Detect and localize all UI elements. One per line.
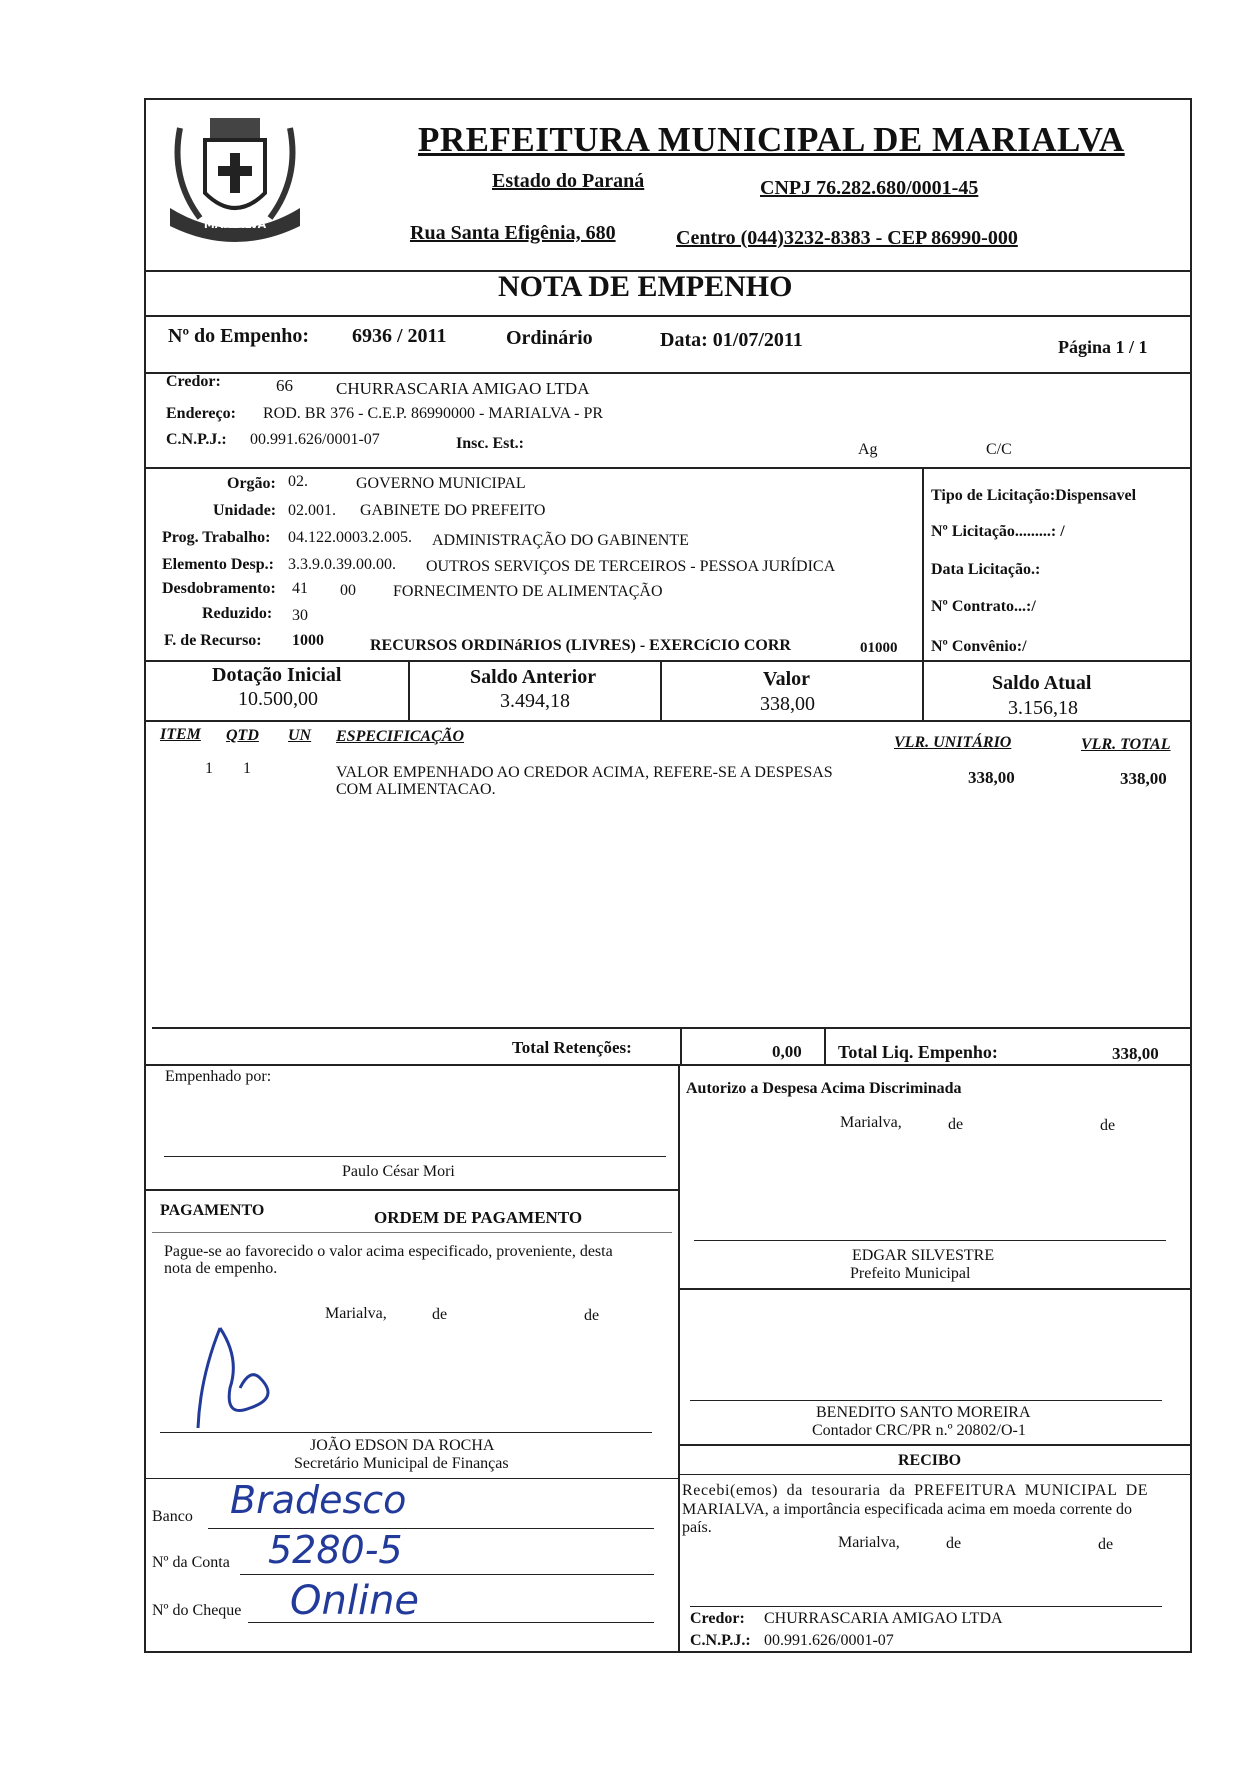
- pagamento-de2: de: [584, 1307, 600, 1324]
- licitacao-convenio: Nº Convênio:/: [931, 638, 1027, 655]
- prog-code: 04.122.0003.2.005.: [288, 529, 412, 546]
- retencoes-value: 0,00: [772, 1042, 802, 1061]
- unidade-code: 02.001.: [288, 502, 336, 519]
- insc-label: Insc. Est.:: [456, 435, 525, 452]
- recibo-de1: de: [946, 1535, 962, 1552]
- page-number: Página 1 / 1: [1058, 337, 1148, 357]
- item-number: 1: [205, 760, 213, 777]
- cnpj-label: C.N.P.J.:: [166, 431, 227, 448]
- orgao-code: 02.: [288, 473, 308, 490]
- header-street: Rua Santa Efigênia, 680: [410, 222, 616, 244]
- atual-label: Saldo Atual: [992, 672, 1092, 694]
- dotacao-label: Dotação Inicial: [212, 664, 342, 686]
- licitacao-tipo: Tipo de Licitação:Dispensavel: [931, 487, 1137, 504]
- banco-handwritten: Bradesco: [230, 1478, 407, 1522]
- empenhado-name: Paulo César Mori: [342, 1163, 455, 1180]
- licitacao-contrato: Nº Contrato...:/: [931, 598, 1036, 615]
- elemento-label: Elemento Desp.:: [162, 556, 274, 573]
- emblem-icon: [160, 108, 310, 256]
- prog-name: ADMINISTRAÇÃO DO GABINENTE: [432, 532, 689, 549]
- secretary-signature: [180, 1318, 300, 1438]
- conta-handwritten: 5280-5: [268, 1528, 403, 1572]
- recibo-text-1: Recebi(emos) da tesouraria da PREFEITURA MUNICIPAL DE: [682, 1482, 1149, 1499]
- empenho-number: 6936 / 2011: [352, 325, 447, 347]
- recibo-cnpj-value: 00.991.626/0001-07: [764, 1632, 894, 1649]
- prog-label: Prog. Trabalho:: [162, 529, 271, 546]
- autorizo-label: Autorizo a Despesa Acima Discriminada: [686, 1080, 962, 1097]
- item-unit-value: 338,00: [968, 768, 1015, 787]
- recurso-num: 01000: [860, 640, 898, 656]
- col-unit: VLR. UNITÁRIO: [894, 734, 1012, 751]
- desdobramento-a: 41: [292, 580, 308, 597]
- item-total-value: 338,00: [1120, 769, 1167, 788]
- atual-value: 3.156,18: [1008, 697, 1078, 719]
- autorizo-de1: de: [948, 1116, 964, 1133]
- col-qtd: QTD: [226, 727, 259, 744]
- cheque-handwritten: Online: [290, 1578, 420, 1624]
- ag-label: Ag: [858, 441, 878, 458]
- recibo-credor-name: CHURRASCARIA AMIGAO LTDA: [764, 1610, 1003, 1627]
- orgao-name: GOVERNO MUNICIPAL: [356, 475, 526, 492]
- contador-name: BENEDITO SANTO MOREIRA: [816, 1404, 1031, 1421]
- header-title: PREFEITURA MUNICIPAL DE MARIALVA: [418, 120, 1125, 159]
- ordem-label: ORDEM DE PAGAMENTO: [374, 1208, 583, 1227]
- anterior-value: 3.494,18: [500, 690, 570, 712]
- item-spec-line1: VALOR EMPENHADO AO CREDOR ACIMA, REFERE-SE A DESPESAS: [336, 764, 833, 781]
- recibo-credor-label: Credor:: [690, 1610, 745, 1627]
- licitacao-numero: Nº Licitação.........: /: [931, 523, 1065, 540]
- liq-value: 338,00: [1112, 1044, 1159, 1063]
- address-label: Endereço:: [166, 405, 236, 422]
- col-un: UN: [288, 727, 312, 744]
- pagamento-de1: de: [432, 1306, 448, 1323]
- autorizo-city: Marialva,: [840, 1114, 902, 1131]
- header-cnpj: CNPJ 76.282.680/0001-45: [760, 177, 979, 199]
- banco-label: Banco: [152, 1508, 193, 1525]
- coat-of-arms-emblem: [160, 108, 310, 256]
- elemento-code: 3.3.9.0.39.00.00.: [288, 556, 396, 573]
- valor-value: 338,00: [760, 693, 815, 715]
- reduzido-value: 30: [292, 607, 308, 624]
- dotacao-value: 10.500,00: [238, 688, 318, 710]
- autorizo-de2: de: [1100, 1117, 1116, 1134]
- pagamento-text-1: Pague-se ao favorecido o valor acima especificado, proveniente, desta: [164, 1243, 613, 1260]
- cnpj-value: 00.991.626/0001-07: [250, 431, 380, 448]
- credor-label: Credor:: [166, 373, 221, 390]
- item-qtd: 1: [243, 760, 251, 777]
- contador-role: Contador CRC/PR n.º 20802/O-1: [812, 1422, 1026, 1439]
- conta-label: Nº da Conta: [152, 1554, 230, 1571]
- unidade-label: Unidade:: [213, 502, 277, 519]
- credor-code: 66: [276, 376, 293, 395]
- anterior-label: Saldo Anterior: [470, 666, 597, 688]
- cheque-label: Nº do Cheque: [152, 1602, 242, 1619]
- recibo-text-3: país.: [682, 1519, 712, 1536]
- empenhado-label: Empenhado por:: [165, 1068, 272, 1085]
- doc-title: NOTA DE EMPENHO: [498, 270, 793, 303]
- recibo-text-2: MARIALVA, a importância especificada acima em moeda corrente do: [682, 1501, 1133, 1518]
- recibo-city: Marialva,: [838, 1534, 900, 1551]
- pagamento-label: PAGAMENTO: [160, 1202, 265, 1219]
- recurso-code: 1000: [292, 632, 324, 649]
- credor-name: CHURRASCARIA AMIGAO LTDA: [336, 379, 590, 398]
- recurso-name: RECURSOS ORDINáRIOS (LIVRES) - EXERCíCIO CORR: [370, 637, 791, 654]
- desdobramento-label: Desdobramento:: [162, 580, 276, 597]
- desdobramento-name: FORNECIMENTO DE ALIMENTAÇÃO: [393, 583, 663, 600]
- empenho-type: Ordinário: [506, 327, 593, 349]
- valor-label: Valor: [763, 668, 811, 690]
- pagamento-text-2: nota de empenho.: [164, 1260, 278, 1277]
- elemento-name: OUTROS SERVIÇOS DE TERCEIROS - PESSOA JURÍDICA: [426, 558, 836, 575]
- pagamento-city: Marialva,: [325, 1305, 387, 1322]
- item-spec-line2: COM ALIMENTACAO.: [336, 781, 496, 798]
- address-value: ROD. BR 376 - C.E.P. 86990000 - MARIALVA - PR: [263, 405, 604, 422]
- liq-label: Total Liq. Empenho:: [838, 1042, 998, 1062]
- desdobramento-b: 00: [340, 582, 356, 599]
- emblem-text: MARIALVA: [203, 218, 267, 231]
- unidade-name: GABINETE DO PREFEITO: [360, 502, 546, 519]
- licitacao-data: Data Licitação.:: [931, 561, 1041, 578]
- recibo-de2: de: [1098, 1536, 1114, 1553]
- retencoes-label: Total Retenções:: [512, 1038, 632, 1057]
- header-contact: Centro (044)3232-8383 - CEP 86990-000: [676, 227, 1018, 249]
- empenho-date: Data: 01/07/2011: [660, 329, 803, 351]
- empenho-label: Nº do Empenho:: [168, 325, 310, 347]
- recibo-cnpj-label: C.N.P.J.:: [690, 1632, 751, 1649]
- recurso-label: F. de Recurso:: [164, 632, 262, 649]
- col-total: VLR. TOTAL: [1081, 736, 1171, 753]
- reduzido-label: Reduzido:: [202, 605, 273, 622]
- col-spec: ESPECIFICAÇÃO: [336, 728, 465, 745]
- orgao-label: Orgão:: [227, 475, 276, 492]
- secretario-role: Secretário Municipal de Finanças: [294, 1455, 509, 1472]
- prefeito-role: Prefeito Municipal: [850, 1265, 971, 1282]
- col-item: ITEM: [160, 726, 201, 743]
- secretario-name: JOÃO EDSON DA ROCHA: [310, 1437, 495, 1454]
- cc-label: C/C: [986, 441, 1012, 458]
- header-state: Estado do Paraná: [492, 170, 645, 192]
- recibo-label: RECIBO: [898, 1452, 962, 1469]
- prefeito-name: EDGAR SILVESTRE: [852, 1247, 995, 1264]
